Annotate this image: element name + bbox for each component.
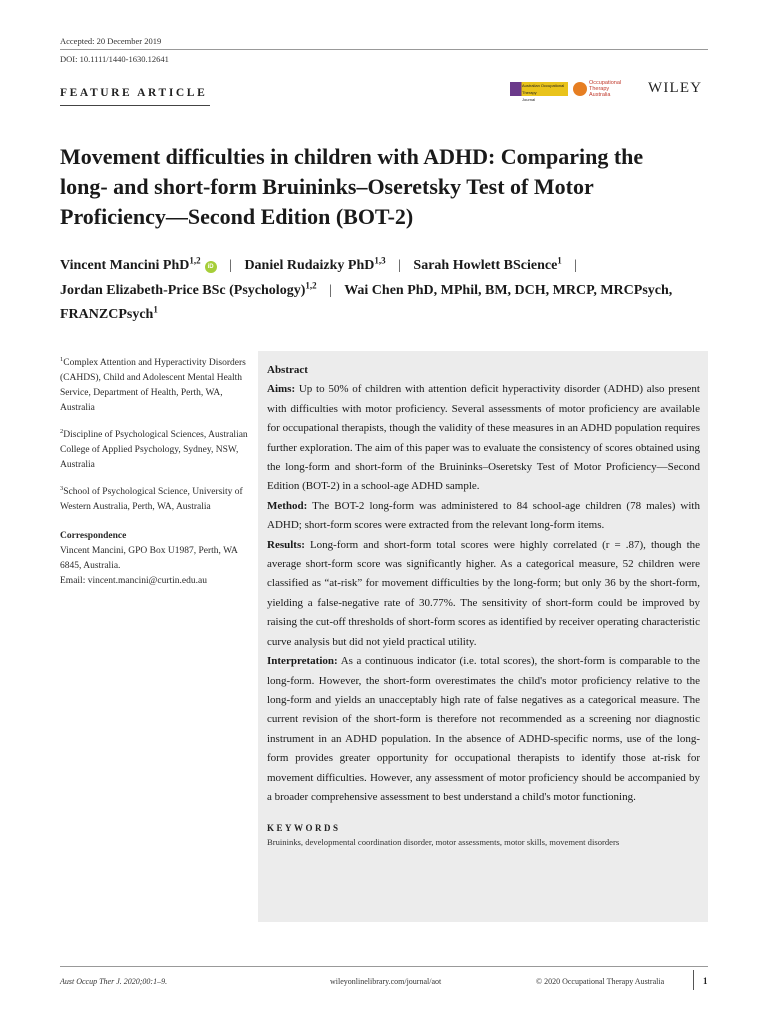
correspondence-address: Vincent Mancini, GPO Box U1987, Perth, WA 6845, Australia. (60, 546, 238, 572)
footer-divider (60, 966, 708, 967)
affiliation-text: Discipline of Psychological Sciences, Australian College of Applied Psychology, Sydney, NSW, Australia (60, 430, 248, 471)
orcid-icon[interactable]: iD (205, 261, 217, 273)
method-text: The BOT-2 long-form was administered to 84 school-age children (78 males) with ADHD; short-form scores were extracted from the relevant long-form items. (267, 499, 700, 532)
correspondence-heading: Correspondence (60, 531, 127, 542)
correspondence-email[interactable]: Email: vincent.mancini@curtin.edu.au (60, 576, 207, 587)
abstract-box (258, 351, 708, 922)
ota-logo-line1: Occupational (589, 80, 622, 86)
affiliation (60, 481, 248, 515)
affiliation-number: 2 (60, 428, 64, 436)
aims-text: Up to 50% of children with attention deficit hyperactivity disorder (ADHD) also present with difficulties with motor proficiency. Several assessments of motor proficiency are available for occupational therapists, though the validity of these measures in an ADHD population requires further exploration. The aim of this paper was to evaluate the consistency of scores obtained using the long-form and short-form of the Bruininks–Oseretsky Test of Motor Proficiency—Second Edition (BOT-2) in a school-age ADHD sample. (267, 383, 700, 493)
page-number: 1 (703, 976, 708, 986)
top-divider (60, 49, 708, 50)
abstract-aims (267, 380, 700, 496)
author-name[interactable]: Jordan Elizabeth-Price BSc (Psychology) (60, 282, 306, 298)
section-label: FEATURE ARTICLE (60, 87, 208, 99)
author-affiliation-marker: 1,3 (374, 255, 386, 266)
author-separator: | (229, 258, 232, 273)
author-name[interactable]: Daniel Rudaizky PhD (244, 258, 375, 273)
abstract-interpretation (267, 652, 700, 807)
ota-mark-icon (573, 82, 587, 96)
author-name[interactable]: Wai Chen PhD, MPhil, BM, DCH, MRCP, MRCPsych, FRANZCPsych (60, 282, 673, 322)
affiliations-column (60, 352, 248, 589)
author-name[interactable]: Vincent Mancini PhD (60, 258, 190, 273)
affiliation-text: School of Psychological Science, University of Western Australia, Perth, WA, Australia (60, 487, 243, 513)
footer-copyright: © 2020 Occupational Therapy Australia (536, 977, 665, 986)
affiliation (60, 424, 248, 473)
ota-logo-line3: Australia (589, 92, 611, 98)
affiliation-number: 3 (60, 485, 64, 493)
journal-logo-line2: Journal (522, 97, 536, 102)
footer-citation: Aust Occup Ther J. 2020;00:1–9. (60, 977, 168, 986)
section-label-underline (60, 105, 210, 106)
results-text: Long-form and short-form total scores were highly correlated (r = .87), though the average short-form score was significantly higher. As a categorical measure, 52 children were classified as “at-risk” for movement difficulties by the long-form; but only 36 by the short-form, yielding a false-negative rate of 30.77%. The sensitivity of short-form could be improved by raising the cut-off thresholds of short-form scores as identified by receiver operating characteristic curve analysis but did not yield practical utility. (267, 538, 701, 648)
author-list (60, 254, 700, 328)
abstract-results (267, 536, 700, 652)
author-affiliation-marker: 1 (153, 304, 158, 315)
ota-logo-line2: Therapy (589, 86, 610, 92)
abstract-heading: Abstract (267, 364, 308, 376)
author-separator: | (574, 258, 578, 273)
author-separator: | (398, 258, 401, 273)
author-affiliation-marker: 1,2 (305, 279, 317, 290)
method-label: Method: (267, 499, 308, 512)
accepted-date: Accepted: 20 December 2019 (60, 36, 162, 46)
interpretation-text: As a continuous indicator (i.e. total scores), the short-form is comparable to the long-form. However, the short-form overestimates the child's motor proficiency relative to the long-form and yields an unacceptably high rate of false negatives as a categorical measure. The current revision of the short-form is therefore not recommended as a screening nor diagnostic instrument in an ADHD population. In the absence of ADHD-specific norms, use of the long-form provides greater opportunity for occupational therapists to identify those at-risk for movement difficulties. However, any assessment of motor proficiency should be accompanied by a broader comprehensive assessment to best understand a child's motor functioning. (267, 655, 700, 803)
journal-logo[interactable] (510, 82, 568, 102)
article-title: Movement difficulties in children with ADHD: Comparing the long- and short-form Bruininks–Oseretsky Test of Motor Proficiency—Second Edition (BOT-2) (60, 144, 644, 229)
footer-page-separator (693, 970, 694, 990)
doi-link[interactable]: DOI: 10.1111/1440-1630.12641 (60, 54, 169, 64)
author-affiliation-marker: 1,2 (189, 255, 201, 266)
keywords-heading: KEYWORDS (267, 823, 341, 834)
results-label: Results: (267, 538, 305, 551)
journal-logo-line1: Australian Occupational Therapy (522, 83, 565, 95)
publisher-logo[interactable]: WILEY (648, 80, 703, 96)
abstract-body (267, 361, 700, 807)
author-affiliation-marker: 1 (557, 255, 562, 266)
affiliation (60, 352, 248, 416)
author-separator: | (329, 282, 332, 298)
affiliation-number: 1 (60, 356, 64, 363)
interpretation-label: Interpretation: (267, 655, 338, 668)
keywords-list: Bruininks, developmental coordination disorder, motor assessments, motor skills, movement disorders (267, 837, 620, 848)
aims-label: Aims: (267, 383, 296, 396)
ota-logo[interactable] (573, 80, 641, 98)
affiliation-text: Complex Attention and Hyperactivity Disorders (CAHDS), Child and Adolescent Mental Health Service, Department of Health, Perth, WA, Australia (60, 358, 246, 414)
footer-journal-link[interactable]: wileyonlinelibrary.com/journal/aot (330, 977, 442, 986)
author-name[interactable]: Sarah Howlett BScience (413, 258, 558, 273)
abstract-method (267, 497, 700, 536)
